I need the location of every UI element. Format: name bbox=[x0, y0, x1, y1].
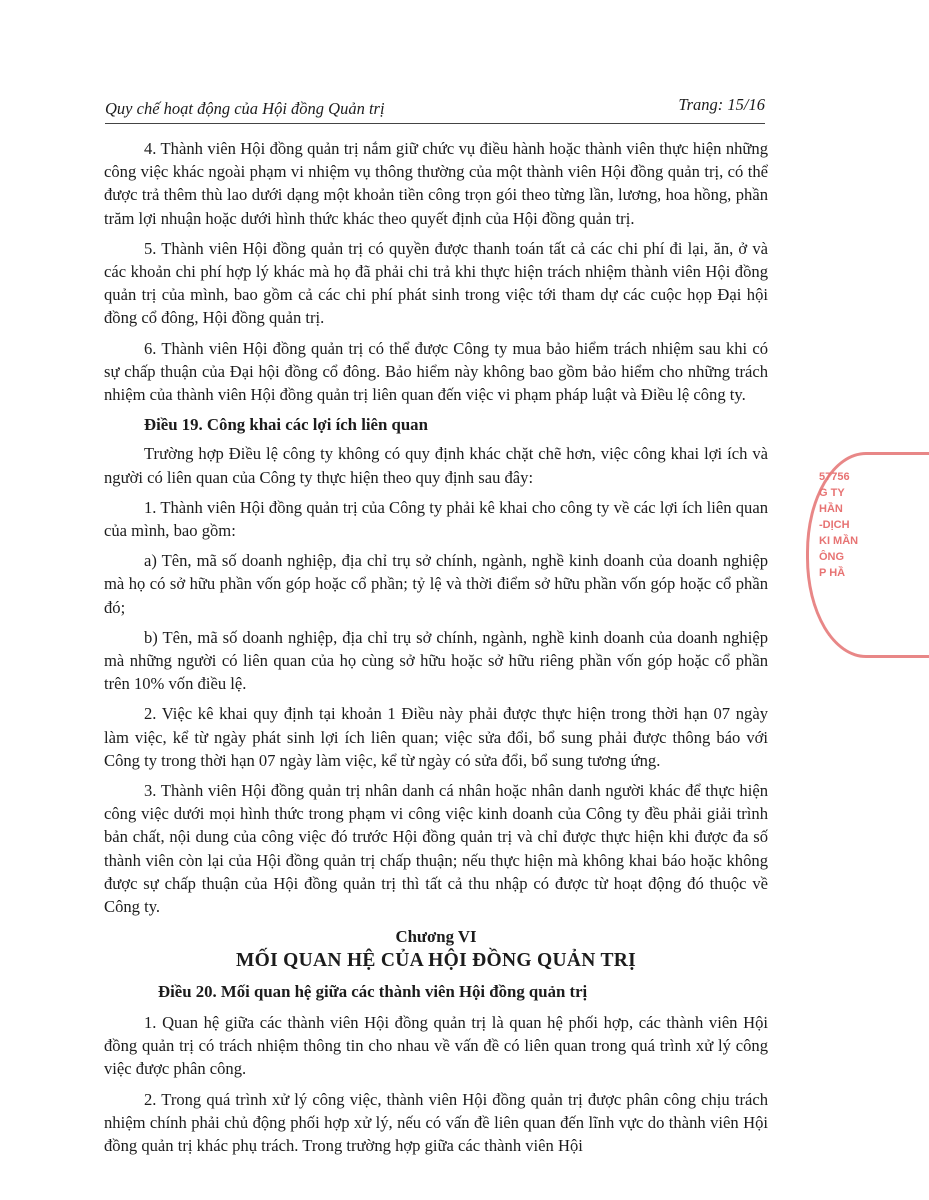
page-header bbox=[105, 97, 765, 124]
paragraph-5: 5. Thành viên Hội đồng quản trị có quyền được thanh toán tất cả các chi phí đi lại, ăn, ở và các khoản chi phí hợp lý khác mà họ đã phải chi trả khi thực hiện trách nhiệm thành viên Hội đồng quản trị của mình, bao gồm cả các chi phí phát sinh trong việc tới tham dự các cuộc họp Đại hội đồng cổ đông, Hội đồng quản trị. bbox=[104, 238, 768, 328]
article-19-clause-1a: a) Tên, mã số doanh nghiệp, địa chỉ trụ sở chính, ngành, nghề kinh doanh của doanh nghiệp mà họ có sở hữu phần vốn góp hoặc cổ phần; tỷ lệ và thời điểm sở hữu phần vốn góp hoặc cổ phần đó; bbox=[104, 551, 768, 617]
stamp-line: 57756 bbox=[819, 471, 850, 483]
stamp-line: -DỊCH bbox=[819, 519, 850, 531]
stamp-line: G TY bbox=[819, 487, 845, 499]
stamp-line: HẦN bbox=[819, 503, 843, 515]
article-19-intro: Trường hợp Điều lệ công ty không có quy định khác chặt chẽ hơn, việc công khai lợi ích và người có liên quan của Công ty thực hiện theo quy định sau đây: bbox=[104, 444, 768, 487]
article-19-clause-2: 2. Việc kê khai quy định tại khoản 1 Điều này phải được thực hiện trong thời hạn 07 ngày làm việc, kể từ ngày phát sinh lợi ích liên quan; việc sửa đổi, bổ sung phải được thông báo với Công ty trong thời hạn 07 ngày làm việc, kể từ ngày có sửa đổi, bổ sung tương ứng. bbox=[104, 704, 768, 770]
article-19-clause-1b: b) Tên, mã số doanh nghiệp, địa chỉ trụ sở chính, ngành, nghề kinh doanh của doanh nghiệp mà những người có liên quan của họ cùng sở hữu hoặc sở hữu riêng phần vốn góp hoặc cổ phần trên 10% vốn điều lệ. bbox=[104, 627, 768, 694]
page-number: Trang: 15/16 bbox=[678, 95, 765, 114]
company-seal-stamp bbox=[806, 452, 929, 658]
chapter-title: MỐI QUAN HỆ CỦA HỘI ĐỒNG QUẢN TRỊ bbox=[235, 949, 637, 971]
article-19-clause-3: 3. Thành viên Hội đồng quản trị nhân danh cá nhân hoặc nhân danh người khác để thực hiện công việc dưới mọi hình thức trong phạm vi công việc kinh doanh của Công ty đều phải giải trình bản chất, nội dung của công việc đó trước Hội đồng quản trị và chỉ được thực hiện khi được đa số thành viên còn lại của Hội đồng quản trị chấp thuận; nếu thực hiện mà không khai báo hoặc không được sự chấp thuận của Hội đồng quản trị thì tất cả thu nhập có được từ hoạt động đó thuộc về Công ty. bbox=[104, 781, 768, 917]
chapter-label: Chương VI bbox=[395, 927, 477, 947]
article-19-clause-1: 1. Thành viên Hội đồng quản trị của Công ty phải kê khai cho công ty về các lợi ích liên quan của mình, bao gồm: bbox=[104, 497, 768, 541]
article-20-clause-1: 1. Quan hệ giữa các thành viên Hội đồng quản trị là quan hệ phối hợp, các thành viên Hội đồng quản trị có trách nhiệm thông tin cho nhau về vấn đề có liên quan trong quá trình xử lý công việc được phân công. bbox=[104, 1012, 768, 1079]
paragraph-6: 6. Thành viên Hội đồng quản trị có thể được Công ty mua bảo hiểm trách nhiệm sau khi có sự chấp thuận của Đại hội đồng cổ đông. Bảo hiểm này không bao gồm bảo hiểm cho những trách nhiệm của thành viên Hội đồng quản trị liên quan đến việc vi phạm pháp luật và Điều lệ công ty. bbox=[104, 338, 768, 405]
article-20-clause-2: 2. Trong quá trình xử lý công việc, thành viên Hội đồng quản trị được phân công chịu trách nhiệm chính phải chủ động phối hợp xử lý, nếu có vấn đề liên quan đến lĩnh vực do thành viên Hội đồng quản trị khác phụ trách. Trong trường hợp giữa các thành viên Hội bbox=[104, 1089, 768, 1155]
stamp-line: ÔNG bbox=[819, 551, 845, 563]
paragraph-4: 4. Thành viên Hội đồng quản trị nắm giữ chức vụ điều hành hoặc thành viên thực hiện những công việc khác ngoài phạm vi nhiệm vụ thông thường của một thành viên Hội đồng quản trị, có thể được trả thêm thù lao dưới dạng một khoản tiền công trọn gói theo từng lần, lương, hoa hồng, phần trăm lợi nhuận hoặc dưới hình thức khác theo quyết định của Hội đồng quản trị. bbox=[104, 139, 768, 228]
stamp-line: P HẦ bbox=[819, 567, 846, 579]
document-body bbox=[104, 137, 768, 1164]
article-19-heading: Điều 19. Công khai các lợi ích liên quan bbox=[144, 415, 428, 435]
article-20-heading: Điều 20. Mối quan hệ giữa các thành viên Hội đồng quản trị bbox=[158, 981, 588, 1001]
header-title: Quy chế hoạt động của Hội đồng Quản trị bbox=[105, 99, 385, 118]
stamp-line: KI MẦN bbox=[819, 535, 859, 547]
